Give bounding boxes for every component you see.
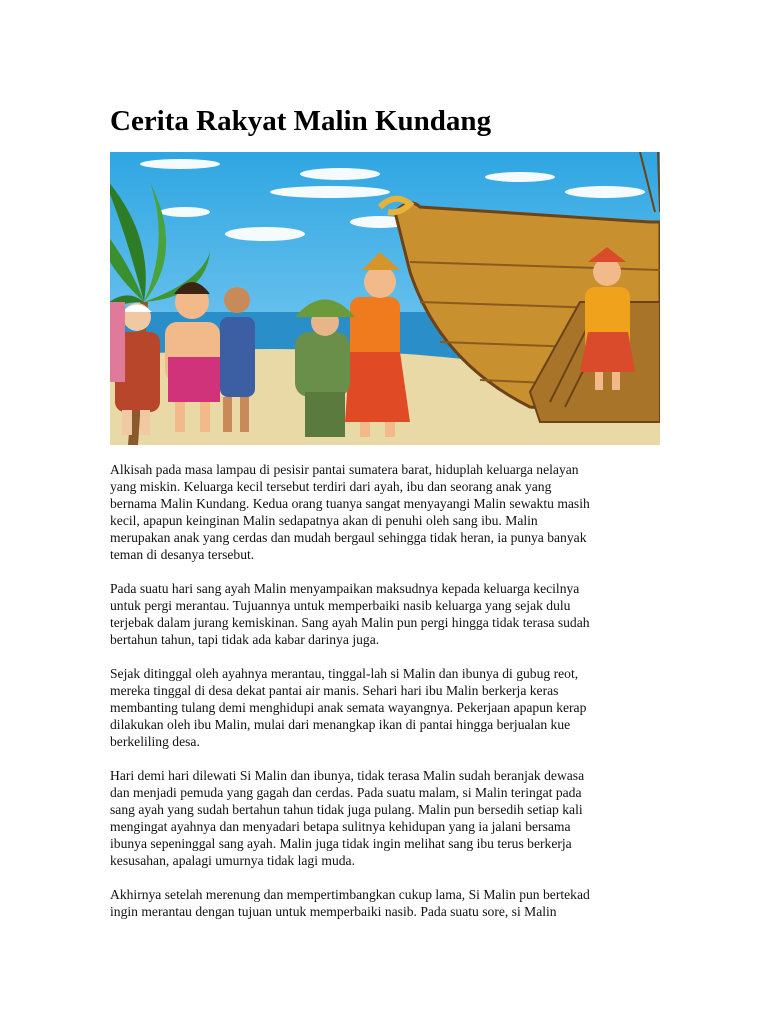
- text-line: Akhirnya setelah merenung dan mempertimbangkan cukup lama, Si Malin pun bertekad: [110, 887, 590, 902]
- paragraph: [110, 580, 670, 648]
- text-line: membanting tulang demi menghidupi anak semata wayangnya. Pekerjaan apapun kerap: [110, 700, 587, 715]
- text-line: Alkisah pada masa lampau di pesisir pantai sumatera barat, hiduplah keluarga nelayan: [110, 462, 579, 477]
- text-line: mengingat ayahnya dan menyadari betapa sulitnya kehidupan yang ia jalani bersama: [110, 819, 571, 834]
- text-line: ibunya sepeninggal sang ayah. Malin juga tidak ingin melihat sang ibu terus berkerja: [110, 836, 572, 851]
- text-line: mereka tinggal di desa dekat pantai air manis. Sehari hari ibu Malin berkerja keras: [110, 683, 559, 698]
- paragraph: [110, 767, 670, 869]
- paragraph: [110, 461, 670, 563]
- story-body: [110, 461, 670, 937]
- text-line: kecil, apapun keinginan Malin sedapatnya akan di penuhi oleh sang ibu. Malin: [110, 513, 538, 528]
- text-line: Sejak ditinggal oleh ayahnya merantau, tinggal-lah si Malin dan ibunya di gubug reot,: [110, 666, 579, 681]
- text-line: ingin merantau dengan tujuan untuk memperbaiki nasib. Pada suatu sore, si Malin: [110, 904, 557, 919]
- text-line: teman di desanya tersebut.: [110, 547, 255, 562]
- paragraph: [110, 886, 670, 920]
- text-line: dan menjadi pemuda yang gagah dan cerdas. Pada suatu malam, si Malin teringat pada: [110, 785, 582, 800]
- text-line: bernama Malin Kundang. Kedua orang tuanya sangat menyayangi Malin sewaktu masih: [110, 496, 590, 511]
- text-line: bertahun tahun, tapi tidak ada kabar darinya juga.: [110, 632, 380, 647]
- paragraph: [110, 665, 670, 750]
- story-illustration: [110, 152, 660, 445]
- text-line: berkeliling desa.: [110, 734, 200, 749]
- text-line: untuk pergi merantau. Tujuannya untuk memperbaiki nasib keluarga yang sejak dulu: [110, 598, 571, 613]
- text-line: merupakan anak yang cerdas dan mudah bergaul sehingga tidak heran, ia punya banyak: [110, 530, 587, 545]
- text-line: yang miskin. Keluarga kecil tersebut terdiri dari ayah, ibu dan seorang anak yang: [110, 479, 552, 494]
- text-line: Pada suatu hari sang ayah Malin menyampaikan maksudnya kepada keluarga kecilnya: [110, 581, 580, 596]
- text-line: sang ayah yang sudah bertahun tahun tidak juga pulang. Malin pun bersedih setiap kali: [110, 802, 583, 817]
- text-line: kesusahan, apalagi umurnya tidak lagi muda.: [110, 853, 355, 868]
- text-line: terjebak dalam jurang kemiskinan. Sang ayah Malin pun pergi hingga tidak terasa sudah: [110, 615, 590, 630]
- page-title: Cerita Rakyat Malin Kundang: [110, 105, 492, 137]
- text-line: Hari demi hari dilewati Si Malin dan ibunya, tidak terasa Malin sudah beranjak dewasa: [110, 768, 585, 783]
- text-line: dilakukan oleh ibu Malin, mulai dari menangkap ikan di pantai hingga berjualan kue: [110, 717, 571, 732]
